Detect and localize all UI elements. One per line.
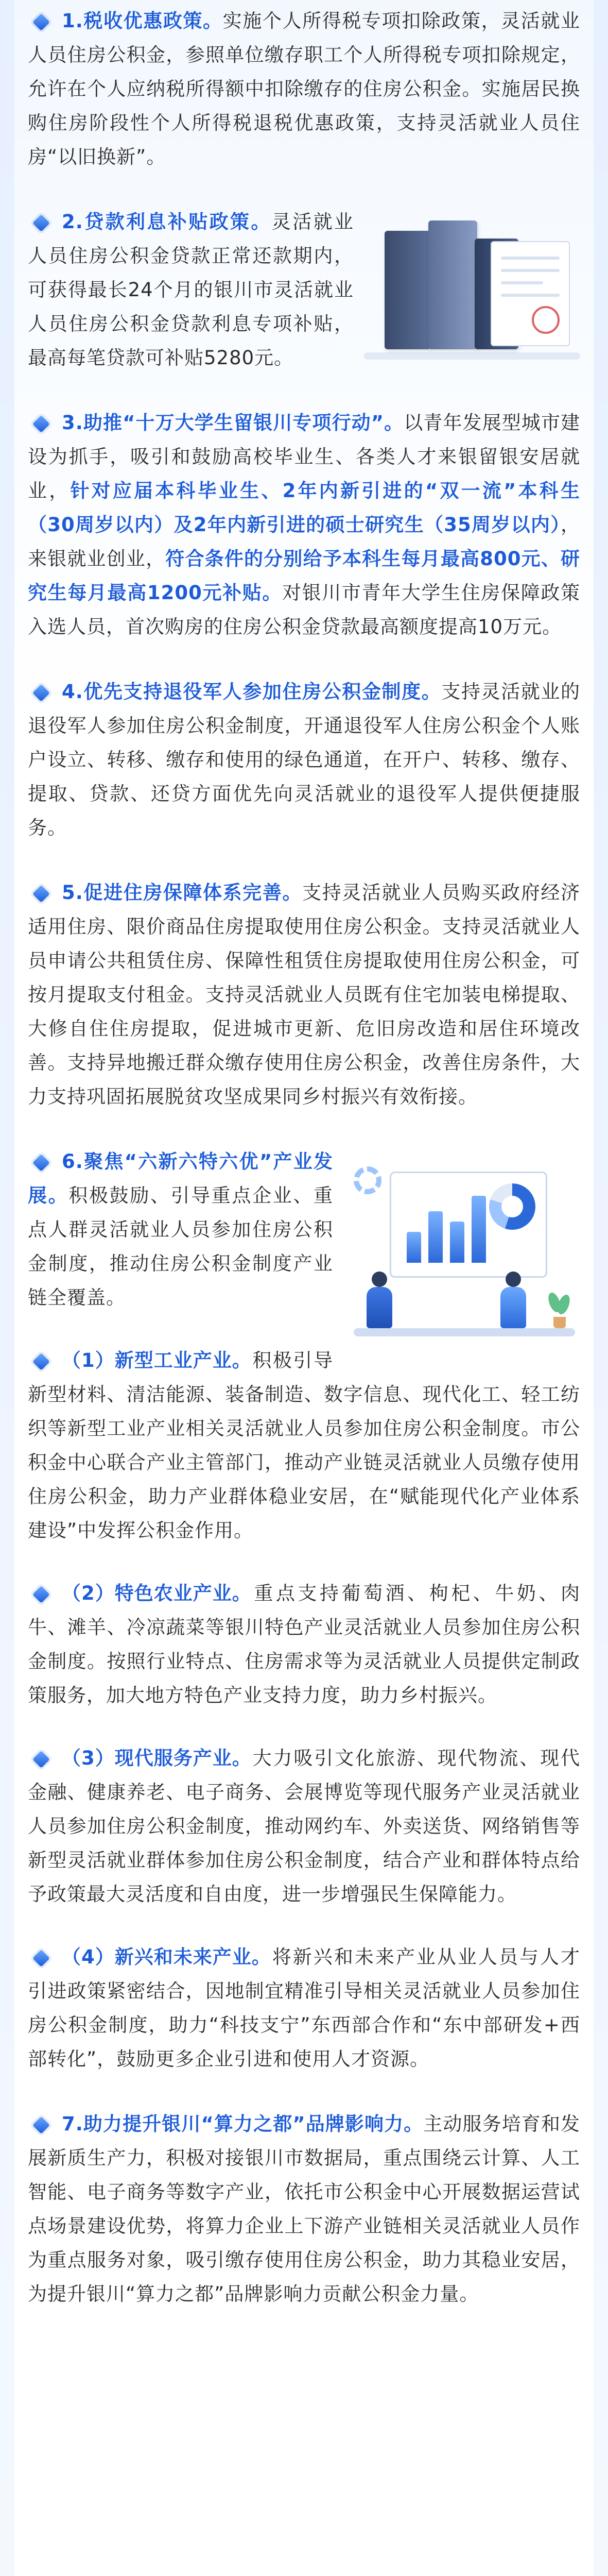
sub-item-body: 积极引导新型材料、清洁能源、装备制造、数字信息、现代化工、轻工纺织等新型工业产业相关灵活就业人员参加住房公积金制度。市公积金中心联合产业主管部门，推动产业链灵活就业人员缴存使用住房公积金，助力产业群体稳业安居，在“赋能现代化产业体系建设”中发挥公积金作用。 <box>28 1349 580 1541</box>
section-title: 5.促进住房保障体系完善。 <box>62 882 303 904</box>
document-icon <box>491 241 570 346</box>
sub-item-label: （2）特色农业产业。 <box>62 1582 252 1604</box>
diamond-bullet-icon <box>32 13 50 31</box>
decorative-side-strip-right <box>594 0 608 2576</box>
section-title: 7.助力提升银川“算力之都”品牌影响力。 <box>62 2113 424 2135</box>
section-body: 支持灵活就业的退役军人参加住房公积金制度，开通退役军人住房公积金个人账户设立、转移、缴存和使用的绿色通道，在开户、转移、缴存、提取、贷款、还贷方面优先向灵活就业的退役军人提供便捷服务。 <box>28 681 580 839</box>
sub-item-label: （1）新型工业产业。 <box>62 1349 252 1371</box>
highlight-text: 符合条件的分别给予本科生每月最高800元、研究生每月最高1200元补贴。 <box>28 548 581 604</box>
section-body-part: 以青年发展型城市建设为抓手，吸引和鼓励高校毕业生、各类人才来银留银安居就业， <box>28 412 581 502</box>
diamond-bullet-icon <box>32 1353 50 1370</box>
sub-item-label: （3）现代服务产业。 <box>62 1747 252 1769</box>
sub-item-services <box>28 1741 580 1911</box>
book-icon <box>385 231 431 349</box>
gear-icon <box>354 1166 381 1194</box>
diamond-bullet-icon <box>32 214 50 232</box>
person-icon <box>498 1272 529 1328</box>
section-title: 1.税收优惠政策。 <box>62 10 223 32</box>
diamond-bullet-icon <box>32 1751 50 1768</box>
diamond-bullet-icon <box>32 1586 50 1603</box>
section-title: 6.聚焦“六新六特六优”产业发展。 <box>28 1150 333 1207</box>
section-graduate-program <box>28 406 580 644</box>
sub-item-body: 重点支持葡萄酒、枸杞、牛奶、肉牛、滩羊、冷凉蔬菜等银川特色产业灵活就业人员参加住房公积金制度。按照行业特点、住房需求等为灵活就业人员提供定制政策服务，加大地方特色产业支持力度，助力乡村振兴。 <box>28 1582 580 1706</box>
person-icon <box>364 1272 395 1328</box>
donut-chart-icon <box>489 1183 535 1230</box>
section-loan-subsidy <box>28 205 580 375</box>
section-title: 4.优先支持退役军人参加住房公积金制度。 <box>62 681 442 703</box>
section-body: 主动服务培育和发展新质生产力，积极对接银川市数据局，重点围绕云计算、人工智能、电子商务等数字产业，依托市公积金中心开展数据运营试点场景建设优势，将算力企业上下游产业链相关灵活就业人员作为重点服务对象，吸引缴存使用住房公积金，助力其稳业安居，为提升银川“算力之都”品牌影响力贡献公积金力量。 <box>28 2113 581 2305</box>
section-computing-capital <box>28 2107 580 2311</box>
section-body-part: ，来银就业创业， <box>28 514 580 570</box>
section-body: 积极鼓励、引导重点企业、重点人群灵活就业人员参加住房公积金制度，推动住房公积金制度产业链全覆盖。 <box>28 1184 334 1309</box>
section-title: 2.贷款利息补贴政策。 <box>62 211 272 233</box>
seal-icon <box>532 306 560 334</box>
diamond-bullet-icon <box>32 415 50 433</box>
section-tax-policy <box>28 4 580 174</box>
sub-item-emerging <box>28 1940 580 2076</box>
section-body: 支持灵活就业人员购买政府经济适用住房、限价商品住房提取使用住房公积金。支持灵活就业人员申请公共租赁住房、保障性租赁住房提取使用住房公积金，可按月提取支付租金。支持灵活就业人员既有住宅加装电梯提取、大修自住住房提取，促进城市更新、危旧房改造和居住环境改善。支持异地搬迁群众缴存使用住房公积金，改善住房条件，大力支持巩固拓展脱贫攻坚成果同乡村振兴有效衔接。 <box>28 882 580 1108</box>
sub-item-label: （4）新兴和未来产业。 <box>62 1946 271 1968</box>
section-title: 3.助推“十万大学生留银川专项行动”。 <box>62 412 404 434</box>
decorative-side-strip-left <box>0 0 14 2576</box>
section-body-part: 对银川市青年大学生住房保障政策入选人员，首次购房的住房公积金贷款最高额度提高10万元。 <box>28 582 580 638</box>
diamond-bullet-icon <box>32 885 50 903</box>
section-industry-focus <box>28 1145 580 2076</box>
plant-icon <box>549 1292 570 1328</box>
office-charts-illustration <box>343 1151 580 1367</box>
sub-item-new-industry <box>28 1344 580 1548</box>
diamond-bullet-icon <box>32 1154 50 1172</box>
diamond-bullet-icon <box>32 684 50 702</box>
book-icon <box>428 221 477 349</box>
sub-item-agriculture <box>28 1577 580 1713</box>
books-illustration <box>364 210 580 365</box>
diamond-bullet-icon <box>32 2116 50 2134</box>
section-veterans <box>28 675 580 845</box>
sub-item-body: 大力吸引文化旅游、现代物流、现代金融、健康养老、电子商务、会展博览等现代服务产业灵活就业人员参加住房公积金制度，推动网约车、外卖送货、网络销售等新型灵活就业群体参加住房公积金制度，结合产业和群体特点给予政策最大灵活度和自由度，进一步增强民生保障能力。 <box>28 1747 580 1905</box>
section-body: 灵活就业人员住房公积金贷款正常还款期内，可获得最长24个月的银川市灵活就业人员住房公积金贷款利息专项补贴，最高每笔贷款可补贴5280元。 <box>28 211 354 369</box>
section-housing-security <box>28 876 580 1114</box>
highlight-text: 针对应届本科毕业生、2年内新引进的“双一流”本科生（30周岁以内）及2年内新引进的硕士研究生（35周岁以内） <box>28 480 580 536</box>
section-body: 实施个人所得税专项扣除政策，灵活就业人员住房公积金，参照单位缴存职工个人所得税专项扣除规定，允许在个人应纳税所得额中扣除缴存的住房公积金。实施居民换购住房阶段性个人所得税退税优惠政策，支持灵活就业人员住房“以旧换新”。 <box>28 10 580 168</box>
sub-item-body: 将新兴和未来产业从业人员与人才引进政策紧密结合，因地制宜精准引导相关灵活就业人员参加住房公积金制度，助力“科技支宁”东西部合作和“东中部研发+西部转化”，鼓励更多企业引进和使用人才资源。 <box>28 1946 580 2070</box>
diamond-bullet-icon <box>32 1950 50 1967</box>
chart-screen-icon <box>390 1172 547 1278</box>
article-content <box>28 0 580 2576</box>
